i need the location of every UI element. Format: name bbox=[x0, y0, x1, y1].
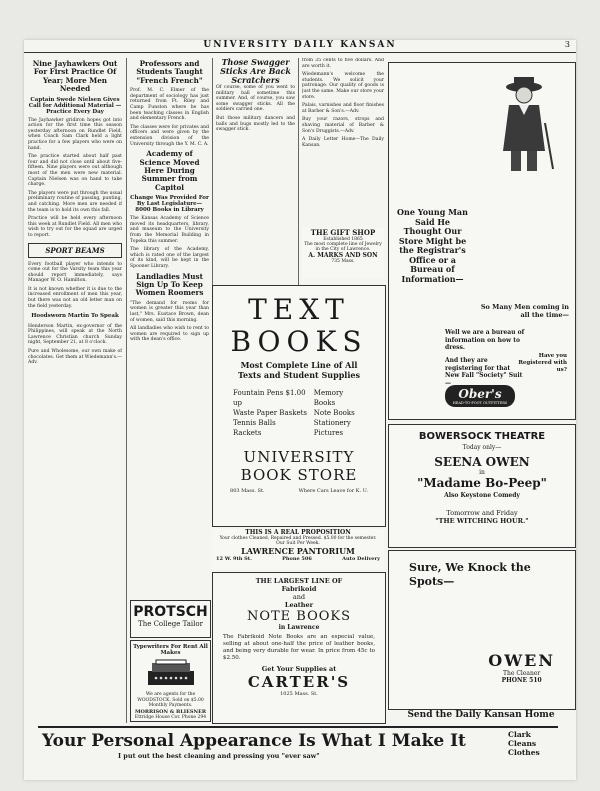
column-divider bbox=[298, 58, 299, 288]
list-item: Memory Books bbox=[313, 389, 344, 407]
bottom-banner bbox=[38, 726, 558, 766]
theatre-film: "Madame Bo-Peep" bbox=[417, 476, 547, 490]
article-paragraph: from 35 cents to five dollars. And are worth it. bbox=[302, 58, 384, 69]
store-address: 803 Mass. St. bbox=[230, 488, 265, 494]
gift-shop-sub: Established 1865 bbox=[323, 237, 363, 242]
obers-slogan: Have you Registered with us? bbox=[518, 353, 567, 373]
article-paragraph: Practice will be held every afternoon this week at Rundlet Field. All men who wish to try out for the squad are urged to report. bbox=[28, 216, 122, 238]
typewriter-addr: Ettridge House Cor. Phone 294 bbox=[134, 714, 207, 720]
theatre-also: Also Keystone Comedy bbox=[444, 492, 520, 499]
textbooks-left-list bbox=[233, 388, 314, 438]
sport-beams-heading: SPORT BEAMS bbox=[28, 243, 122, 258]
article-paragraph: Of course, some of you went to military ball sometime this summer. And, of course, you saw some swagger sticks. All the soldiers carried one. bbox=[216, 85, 295, 113]
obers-slogan: So Many Men coming in all the time— bbox=[480, 303, 569, 319]
typewriter-body: We are agents for the WOODSTOCK. Sold on $5.00 Monthly Payments. bbox=[137, 692, 204, 708]
obers-slogan: And they are registering for that New Fall "Society" Suit— bbox=[445, 357, 523, 387]
article-paragraph: Palais, varnishes and floor finishes at Barber & Son's.—Adv. bbox=[302, 103, 384, 114]
article-paragraph: The practice started about half past four and did not close until about five-fifteen. Nine players were out although most of the men were new material. Captain Nielsen was on hand to take charge. bbox=[28, 154, 122, 188]
headline-swagger: Those Swagger Sticks Are Back Scratchers bbox=[220, 58, 291, 85]
store-where: Where Cars Leave for K. U. bbox=[298, 488, 368, 494]
list-item: Pictures bbox=[313, 429, 344, 437]
column-divider bbox=[212, 58, 213, 288]
carters-title: NOTE BOOKS bbox=[246, 609, 352, 624]
pantorium-headline: THIS IS A REAL PROPOSITION bbox=[245, 529, 351, 536]
owen-slogan: Sure, We Knock the Spots— bbox=[409, 561, 531, 588]
pantorium-ad bbox=[212, 529, 384, 569]
store-name: UNIVERSITY BOOK STORE bbox=[240, 448, 358, 484]
protsch-name: PROTSCH bbox=[133, 604, 208, 620]
send-kansan-home: Send the Daily Kansan Home bbox=[407, 710, 555, 720]
gift-shop-body: The most complete line of Jewelry in the City of Lawrence. bbox=[304, 242, 382, 252]
illustrated-man-icon bbox=[489, 73, 559, 173]
store-address-row bbox=[213, 488, 385, 494]
column-2 bbox=[130, 58, 209, 598]
banner-sub: I put out the best cleaning and pressing you "ever saw" bbox=[118, 752, 320, 760]
pantorium-info bbox=[212, 556, 384, 562]
pantorium-phone: Phone 506 bbox=[282, 556, 312, 562]
carters-line: and bbox=[292, 593, 306, 601]
banner-title: Your Personal Appearance Is What I Make It bbox=[42, 731, 466, 751]
typewriter-icon bbox=[144, 659, 198, 689]
obers-logo bbox=[445, 385, 515, 407]
article-paragraph: But those military dancers and balls and bugs mostly led to the swagger stick. bbox=[216, 115, 295, 133]
article-paragraph: Every football player who intends to come out for the Varsity team this year should report immediately, says Manager W. O. Hamilton. bbox=[28, 261, 122, 284]
carters-line: THE LARGEST LINE OF bbox=[255, 577, 343, 585]
gift-shop-addr: 735 Mass. bbox=[331, 259, 355, 264]
list-item: Rackets bbox=[233, 429, 262, 437]
article-paragraph: All landladies who wish to rent to women are required to sign up with the dean's office. bbox=[130, 326, 209, 343]
theatre-in: in bbox=[479, 469, 485, 476]
article-paragraph: Prof. M. C. Elmer of the department of sociology has just returned from Ft. Riley and Camp Funston where he has been teaching classes in English and elementary French. bbox=[130, 88, 209, 122]
obers-logo-sub: HEAD-TO-FOOT OUTFITTERS bbox=[452, 401, 508, 405]
masthead-rule bbox=[24, 52, 576, 53]
carters-line: in Lawrence bbox=[278, 624, 320, 631]
article-paragraph: The library of the Academy, which is rated one of the largest of its kind, will be kept in the Spooner Library. bbox=[130, 247, 209, 269]
protsch-ad bbox=[130, 600, 211, 638]
pantorium-auto: Auto Delivery bbox=[342, 556, 380, 562]
column-divider bbox=[126, 58, 127, 723]
list-item: Fountain Pens $1.00 up bbox=[233, 389, 306, 407]
textbooks-tagline: Most Complete Line of All Texts and Student Supplies bbox=[238, 360, 360, 380]
gift-shop-firm: A. MARKS AND SON bbox=[308, 252, 378, 259]
carters-line: Leather bbox=[284, 601, 314, 609]
textbooks-ad bbox=[212, 285, 386, 527]
carters-line: Fabrikoid bbox=[281, 585, 317, 593]
typewriter-heading: Typewriters For Rent All Makes bbox=[133, 644, 208, 656]
page-number: 3 bbox=[564, 40, 570, 49]
owen-name: OWEN bbox=[488, 651, 555, 670]
pantorium-name: LAWRENCE PANTORIUM bbox=[241, 546, 355, 556]
carters-body: The Fabrikoid Note Books are an especial value, selling at about one-half the price of leather books, and being very durable for wear. In price from 45c to $2.50. bbox=[223, 634, 375, 661]
theatre-ad bbox=[388, 424, 576, 548]
article-paragraph: The players were put through the usual preliminary routine of passing, punting, and catching. More men are needed if the team is to hold its own this fall. bbox=[28, 190, 122, 213]
article-paragraph: Pure and Wholesome, our own make of chocolates. Get them at Wiedemann's.—Adv. bbox=[28, 349, 122, 366]
column-1 bbox=[28, 58, 122, 723]
textbooks-title: TEXT BOOKS bbox=[230, 293, 368, 358]
newspaper-page bbox=[24, 40, 576, 780]
article-paragraph: The Kansas Academy of Science moved its headquarters, library, and museum to the University from the Memorial Building in Topeka this summer. bbox=[130, 216, 209, 244]
article-paragraph: Henderson Martin, ex-governor of the Philippines, will speak at the North Lawrence Christian church Sunday night, September 21, at 8 o'clock. bbox=[28, 323, 122, 346]
owen-phone: PHONE 510 bbox=[501, 677, 542, 684]
article-paragraph: The Jayhawker gridiron hopes got into action for the first time this season yesterday afternoon on Rundlet Field, when Coach Sam Clark held a light practice for a few players who were on hand. bbox=[28, 117, 122, 151]
owen-block bbox=[488, 651, 555, 684]
theatre-today: Today only— bbox=[462, 444, 502, 451]
obers-ad bbox=[388, 62, 576, 420]
pantorium-body: Your clothes Cleaned, Repaired and Pressed. $5.00 for the semester. Our Suit Per Week. bbox=[219, 536, 377, 546]
article-paragraph: Buy your razors, strops and shaving material of Barber & Son's Druggists.—Adv. bbox=[302, 117, 384, 134]
subhead-academy: Change Was Provided For By Last Legislature—8000 Books in Library bbox=[130, 195, 209, 214]
article-paragraph: Wiedemann's welcome the students. We solicit your patronage. Our quality of goods is just the same. Make our store your store. bbox=[302, 72, 384, 100]
list-item: Tennis Balls bbox=[233, 419, 276, 427]
theatre-star: SEENA OWEN bbox=[434, 455, 530, 469]
theatre-name: BOWERSOCK THEATRE bbox=[418, 431, 546, 442]
banner-brand: Clark Cleans Clothes bbox=[508, 730, 540, 757]
carters-ad bbox=[212, 572, 386, 724]
typewriter-ad bbox=[130, 640, 211, 722]
article-paragraph: The classes were for privates and officers and were given by the extension division of the University through the Y. M. C. A. bbox=[130, 124, 209, 147]
column-3 bbox=[216, 58, 295, 278]
article-paragraph: A Daily Letter Home—The Daily Kansan. bbox=[302, 137, 384, 148]
textbooks-items bbox=[213, 388, 385, 438]
obers-logo-text: Ober's bbox=[458, 387, 502, 401]
list-item: Stationery bbox=[313, 419, 351, 427]
typewriter-firm: MORRISON & BLIESNER bbox=[134, 708, 207, 715]
carters-addr: 1025 Mass. St. bbox=[280, 691, 318, 697]
list-item: Waste Paper Baskets bbox=[233, 409, 307, 417]
masthead: UNIVERSITY DAILY KANSAN bbox=[203, 40, 397, 50]
gift-shop-title: THE GIFT SHOP bbox=[310, 228, 376, 237]
textbooks-right-list bbox=[314, 388, 365, 438]
gift-shop-ad bbox=[302, 228, 384, 278]
obers-slogan: One Young Man Said He Thought Our Store Might be the Registrar's Office or a Bureau of Information— bbox=[397, 207, 468, 284]
list-item: Note Books bbox=[313, 409, 355, 417]
owen-sub: The Cleaner bbox=[503, 670, 541, 677]
headline-hoodsworn: Hoodsworn Martin To Speak bbox=[31, 313, 119, 320]
owen-ad bbox=[388, 550, 576, 710]
headline-landladies: Landladies Must Sign Up To Keep Women Roomers bbox=[135, 271, 204, 298]
carters-cta: Get Your Supplies at bbox=[261, 665, 337, 673]
headline-french: Professors and Students Taught "French French" bbox=[136, 59, 203, 85]
carters-name: CARTER'S bbox=[247, 673, 351, 691]
theatre-tomorrow: Tomorrow and Friday bbox=[446, 509, 518, 517]
obers-slogan: Well we are a bureau of information on how to dress. bbox=[445, 329, 525, 351]
article-paragraph: "The demand for rooms for women is greater this year than last," Mrs. Eustace Brown, dean of women, said this morning. bbox=[130, 300, 209, 323]
theatre-next: "THE WITCHING HOUR." bbox=[435, 517, 529, 525]
article-paragraph: It is not known whether it is due to the increased enrollment of men this year, but there was not an old letter man on the field yesterday. bbox=[28, 286, 122, 309]
protsch-sub: The College Tailor bbox=[138, 620, 203, 628]
headline-football: Nine Jayhawkers Out For First Practice Of Year; More Men Needed bbox=[32, 59, 118, 94]
headline-academy: Academy of Science Moved Here During Summer from Capitol bbox=[139, 149, 200, 192]
column-4 bbox=[302, 58, 384, 238]
pantorium-addr: 12 W. 9th St. bbox=[216, 556, 252, 562]
subhead-football: Captain Swede Nielsen Gives Call for Additional Material —Practice Every Day bbox=[28, 96, 122, 115]
